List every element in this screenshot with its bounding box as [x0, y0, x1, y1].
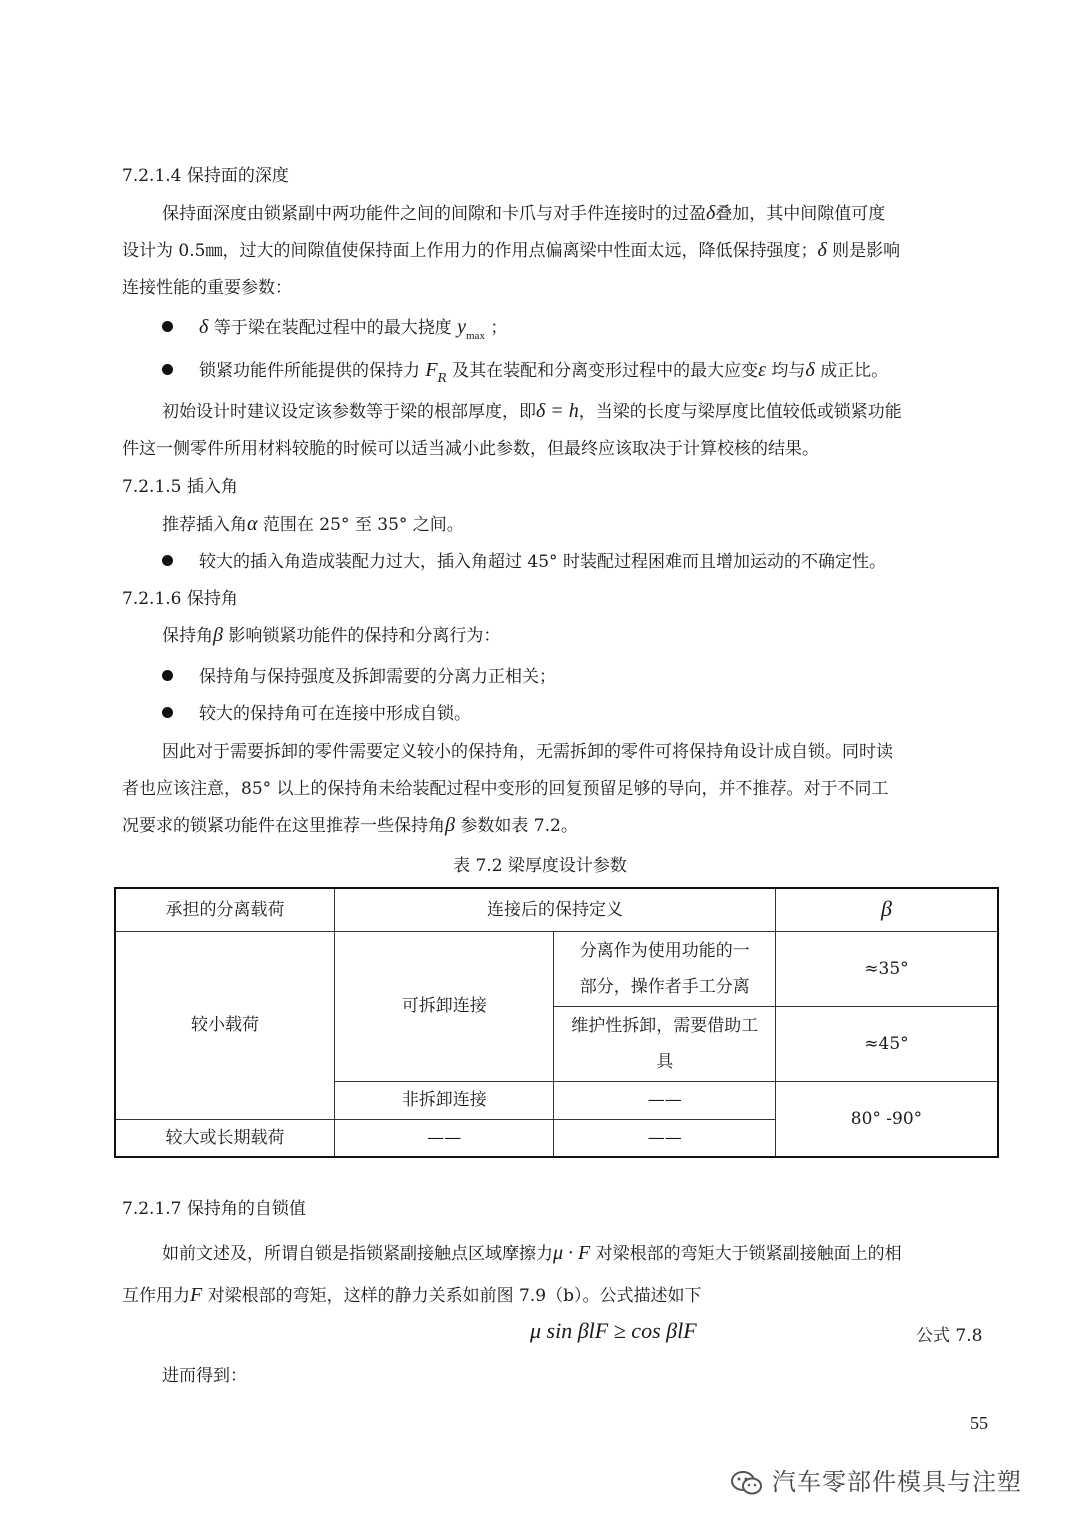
section-heading-7-2-1-6: 7.2.1.6 保持角 [122, 589, 238, 609]
paragraph-line: 因此对于需要拆卸的零件需要定义较小的保持角，无需拆卸的零件可将保持角设计成自锁。同时读 [162, 742, 893, 762]
bullet-icon [162, 321, 173, 332]
table-header: 连接后的保持定义 [334, 888, 775, 931]
bullet-item: 较大的插入角造成装配力过大，插入角超过 45° 时装配过程困难而且增加运动的不确定性。 [162, 547, 886, 572]
table-header: β [775, 888, 998, 931]
bullet-item: 锁紧功能件所能提供的保持力 $F_R$ 及其在装配和分离变形过程中的最大应变ε 均与δ 成正比。 [162, 356, 888, 385]
paragraph-line: 设计为 0.5㎜，过大的间隙值使保持面上作用力的作用点偏离梁中性面太远，降低保持强度；δ 则是影响 [122, 239, 901, 261]
bullet-item: 保持角与保持强度及拆卸需要的分离力正相关； [162, 662, 556, 687]
wechat-icon [730, 1469, 764, 1497]
paragraph-line: 保持面深度由锁紧副中两功能件之间的间隙和卡爪与对手件连接时的过盈δ叠加，其中间隙值可度 [162, 202, 886, 224]
table-cell: 80° -90° [775, 1081, 998, 1157]
paragraph-line: 者也应该注意，85° 以上的保持角未给装配过程中变形的回复预留足够的导向，并不推荐。对于不同工 [122, 779, 889, 799]
formula-7-8: μ sin βlF ≥ cos βlF [530, 1318, 697, 1343]
table-caption: 表 7.2 梁厚度设计参数 [453, 856, 627, 876]
table-cell: 较小载荷 [115, 931, 334, 1119]
table-cell: 可拆卸连接 [334, 931, 554, 1081]
paragraph-line: 保持角β 影响锁紧功能件的保持和分离行为： [162, 624, 501, 646]
bullet-icon [162, 707, 173, 718]
section-heading-7-2-1-7: 7.2.1.7 保持角的自锁值 [122, 1199, 306, 1219]
table-cell: —— [334, 1119, 554, 1157]
table-cell: —— [554, 1119, 776, 1157]
table-cell: ≈35° [775, 931, 998, 1006]
table-cell: 分离作为使用功能的一 部分，操作者手工分离 [554, 931, 776, 1006]
paragraph-line: 连接性能的重要参数： [122, 278, 292, 298]
paragraph-line: 互作用力F 对梁根部的弯矩，这样的静力关系如前图 7.9（b）。公式描述如下 [122, 1284, 702, 1306]
bullet-item: δ 等于梁在装配过程中的最大挠度 $y_{max}$ ； [162, 313, 507, 342]
table-cell: 维护性拆卸，需要借助工 具 [554, 1006, 776, 1081]
paragraph-line: 况要求的锁紧功能件在这里推荐一些保持角β 参数如表 7.2。 [122, 814, 578, 836]
paragraph-line: 件这一侧零件所用材料较脆的时候可以适当减小此参数，但最终应该取决于计算校核的结果。 [122, 439, 819, 459]
page-number: 55 [970, 1413, 988, 1433]
table-cell: 非拆卸连接 [334, 1081, 554, 1119]
table-cell: —— [554, 1081, 776, 1119]
bullet-icon [162, 555, 173, 566]
paragraph-line: 如前文述及，所谓自锁是指锁紧副接触点区域摩擦力μ · F 对梁根部的弯矩大于锁紧副接触面上的相 [162, 1242, 902, 1264]
table-cell: 较大或长期载荷 [115, 1119, 334, 1157]
paragraph-line: 初始设计时建议设定该参数等于梁的根部厚度，即δ = h，当梁的长度与梁厚度比值较低或锁紧功能 [162, 400, 902, 422]
section-heading-7-2-1-5: 7.2.1.5 插入角 [122, 477, 238, 497]
bullet-icon [162, 364, 173, 375]
bullet-icon [162, 670, 173, 681]
paragraph-line: 推荐插入角α 范围在 25° 至 35° 之间。 [162, 513, 464, 535]
bullet-item: 较大的保持角可在连接中形成自锁。 [162, 699, 471, 724]
watermark: 汽车零部件模具与注塑 [730, 1462, 1022, 1497]
parameter-table [114, 887, 999, 1158]
section-heading-7-2-1-4: 7.2.1.4 保持面的深度 [122, 166, 289, 186]
table-header: 承担的分离载荷 [115, 888, 334, 931]
formula-label: 公式 7.8 [916, 1326, 983, 1346]
table-cell: ≈45° [775, 1006, 998, 1081]
paragraph-line: 进而得到： [162, 1366, 247, 1386]
